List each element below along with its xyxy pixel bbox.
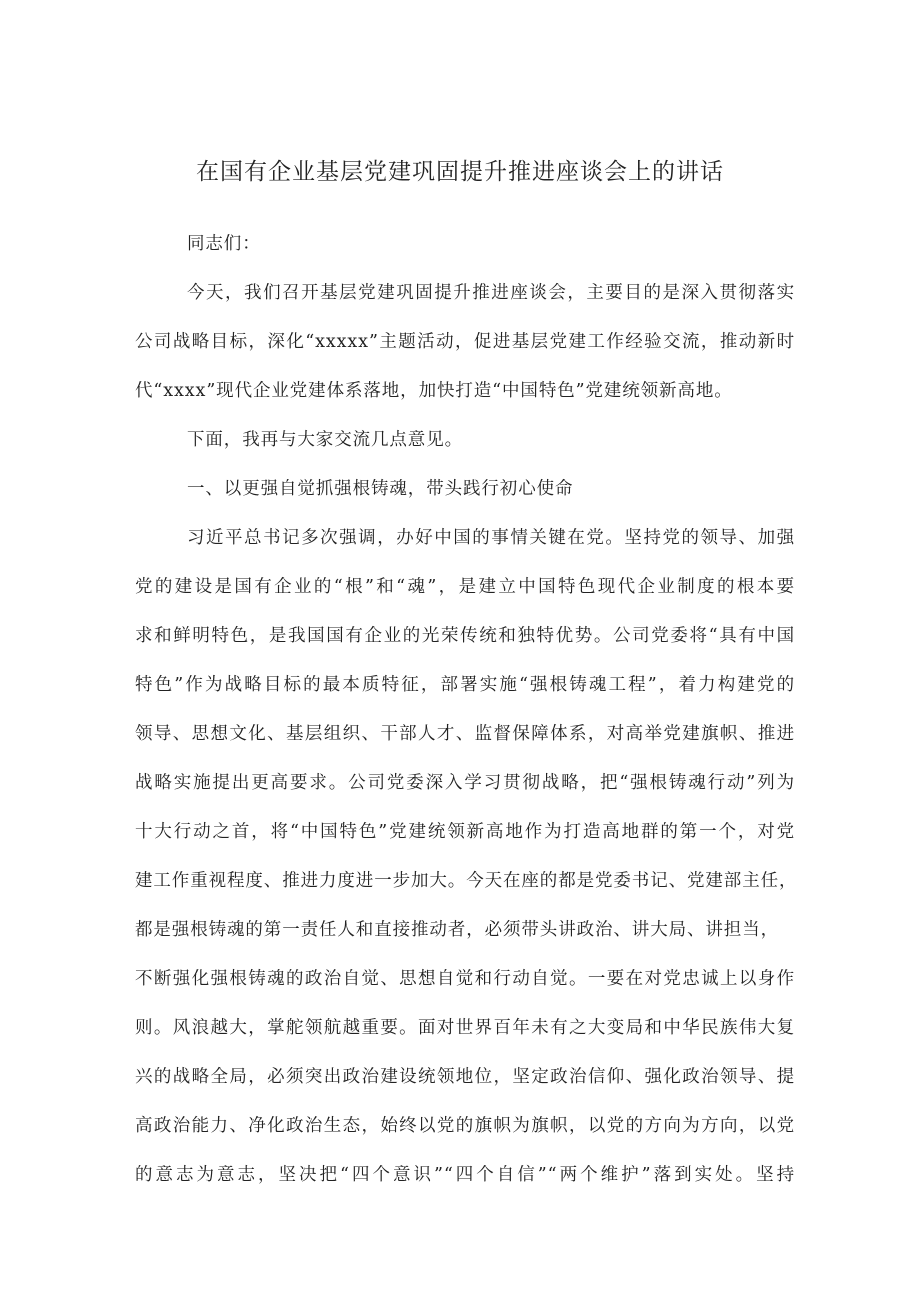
- paragraph-3-line-3: 求和鲜明特色，是我国国有企业的光荣传统和独特优势。公司党委将“具有中国: [135, 626, 795, 646]
- paragraph-3-line-14: 的意志为意志，坚决把“四个意识”“四个自信”“两个维护”落到实处。坚持: [135, 1165, 795, 1185]
- paragraph-3-line-6: 战略实施提出更高要求。公司党委深入学习贯彻战略，把“强根铸魂行动”列为: [135, 773, 795, 793]
- paragraph-3-line-5: 领导、思想文化、基层组织、干部人才、监督保障体系，对高举党建旗帜、推进: [135, 724, 795, 744]
- paragraph-3-line-4: 特色”作为战略目标的最本质特征，部署实施“强根铸魂工程”，着力构建党的: [135, 675, 795, 695]
- paragraph-3-line-7: 十大行动之首，将“中国特色”党建统领新高地作为打造高地群的第一个，对党: [135, 822, 795, 842]
- paragraph-1-line-3: 代“xxxx”现代企业党建体系落地，加快打造“中国特色”党建统领新高地。: [135, 381, 733, 401]
- paragraph-3-line-12: 兴的战略全局，必须突出政治建设统领地位，坚定政治信仰、强化政治领导、提: [135, 1067, 795, 1087]
- paragraph-3-line-10: 不断强化强根铸魂的政治自觉、思想自觉和行动自觉。一要在对党忠诚上以身作: [135, 969, 795, 989]
- paragraph-3-line-13: 高政治能力、净化政治生态，始终以党的旗帜为旗帜，以党的方向为方向，以党: [135, 1116, 795, 1136]
- paragraph-3-line-11: 则。风浪越大，掌舵领航越重要。面对世界百年未有之大变局和中华民族伟大复: [135, 1018, 795, 1038]
- paragraph-3-line-1: 习近平总书记多次强调，办好中国的事情关键在党。坚持党的领导、加强: [187, 528, 795, 548]
- paragraph-2: 下面，我再与大家交流几点意见。: [187, 430, 463, 450]
- paragraph-3-line-8: 建工作重视程度、推进力度进一步加大。今天在座的都是党委书记、党建部主任，: [135, 871, 798, 891]
- paragraph-1-line-1: 今天，我们召开基层党建巩固提升推进座谈会，主要目的是深入贯彻落实: [187, 283, 795, 303]
- section-heading-1: 一、以更强自觉抓强根铸魂，带头践行初心使命: [187, 479, 574, 499]
- document-title: 在国有企业基层党建巩固提升推进座谈会上的讲话: [196, 159, 724, 185]
- salutation: 同志们：: [187, 234, 261, 254]
- paragraph-3-line-2: 党的建设是国有企业的“根”和“魂”，是建立中国特色现代企业制度的根本要: [135, 577, 795, 597]
- paragraph-3-line-9: 都是强根铸魂的第一责任人和直接推动者，必须带头讲政治、讲大局、讲担当，: [135, 920, 779, 940]
- paragraph-1-line-2: 公司战略目标，深化“xxxxx”主题活动，促进基层党建工作经验交流，推动新时: [135, 332, 795, 352]
